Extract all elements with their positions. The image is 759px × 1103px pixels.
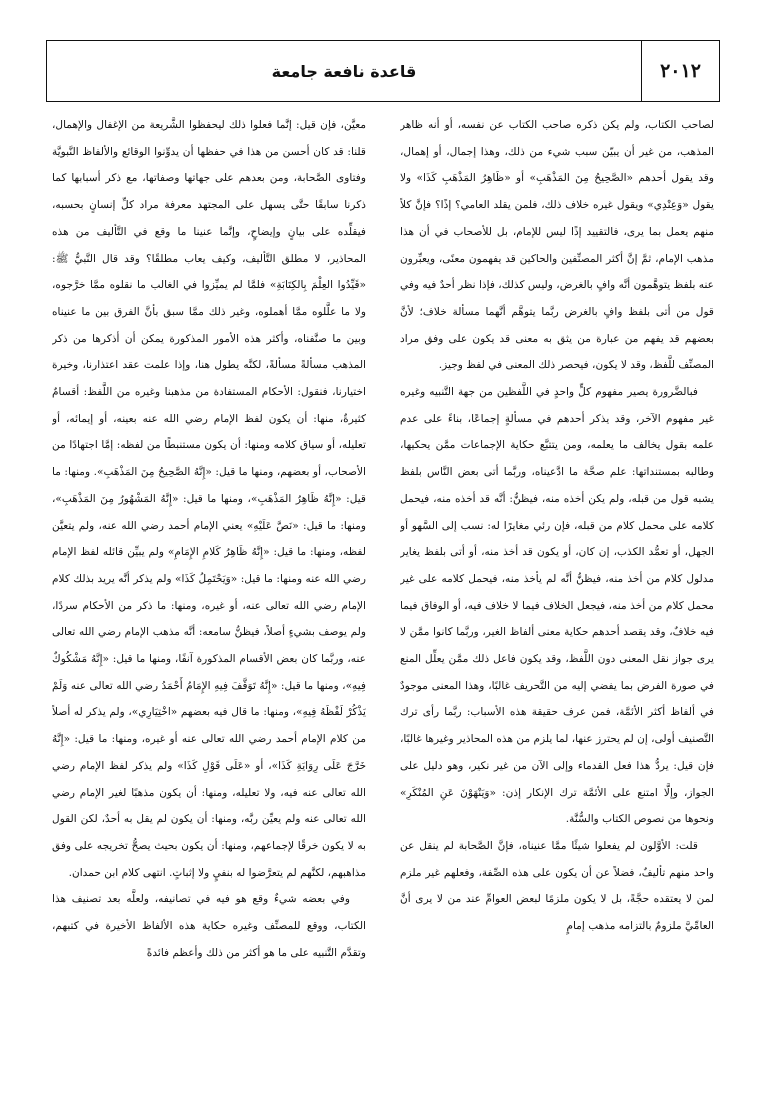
paragraph: معيَّن، فإن قيل: إنَّما فعلوا ذلك ليحفظوا الشَّريعة من الإغفال والإهمال، قلنا: قد كان أحسن من هذا في حفظها أن يدوِّنوا الوقائع والألفاظ النَّبويَّة وفتاوى الصَّحابة، ومن بعدهم على جهاتها وصفاتها، مع ذكر أسبابها كما ذكرنا سابقًا حتَّى يسهل على المجتهد معرفة مراد كلِّ إنسانٍ بحسبه، فيقلِّده على بيانٍ وإيضاحٍ، وإنَّما عنينا ما وقع في التَّأليف من هذه المحاذير، لا مطلق التَّأليف، وكيف يعاب مطلقًا؟ وقد قال النَّبيُّ ﷺ: «قَيِّدُوا العِلْمَ بِالكِتَابَةِ» فلمَّا لم يميِّزوا في الغالب ما نقلوه ممَّا خرَّجوه، ولا ما علَّلوه ممَّا أهملوه، وغير ذلك ممَّا سبق بأنَّ الفرق بين ما عنيناه وبين ما صنَّفناه، وأكثر هذه الأمور المذكورة يمكن أن أذكرها من ذكر المذهب مسألةً مسألةً، لكنَّه يطول هنا، وإذا علمت عقد اعتذارنا، وخيرة اختيارنا، فنقول: الأحكام المستفادة من مذهبنا وغيره من اللَّفظ: أقسامٌ كثيرةٌ، منها: أن يكون لفظ الإمام رضي الله عنه بعينه، أو إيمائه، أو تعليله، أو سياق كلامه ومنها: أن يكون مستنبطًا من لفظه: إمَّا اجتهادًا من الأصحاب، أو بعضهم، ومنها ما قيل: «إِنَّهُ الصَّحِيحُ مِنَ المَذْهَبِ». ومنها: ما قيل: «إِنَّهُ ظَاهِرُ المَذْهَبِ»، ومنها ما قيل: «إِنَّهُ المَشْهُورُ مِنَ المَذْهَبِ»، ومنها: ما قيل: «نَصَّ عَلَيْهِ» يعني الإمام أحمد رضي الله عنه، ولم يتعيَّن لفظه، ومنها: ما قيل: «إِنَّهُ ظَاهِرُ كَلامِ الإِمَامِ» ولم يبيِّن قائله لفظ الإمام رضي الله عنه ومنها: ما قيل: «وَيَحْتَمِلُ كَذَا» ولم يذكر أنَّه يريد بذلك كلام الإمام رضي الله تعالى عنه، أو غيره، ومنها: ما ذكر من الأحكام سردًا، ولم يوصف بشيءٍ أصلاً، فيظنُّ سامعه: أنَّه مذهب الإمام رضي الله تعالى عنه، وربَّما كان بعض الأقسام المذكورة آنفًا، ومنها ما قيل: «إِنَّهُ مَشْكُوكٌ فِيهِ»، ومنها ما قيل: «إِنَّهُ تَوَقَّفَ فِيهِ الإِمَامُ أَحْمَدُ رضي الله تعالى عنه وَلَمْ يَذْكُرْ لَفْظَهُ فِيهِ»، ومنها: ما قال فيه بعضهم «اخْتِيَارِي»، ولم يذكر له أصلاً من كلام الإمام أحمد رضي الله تعالى عنه أو غيره، ومنها: ما قيل: «إِنَّهُ خَرَّجَ عَلَى رِوَايَةِ كَذَا»، أو «عَلَى قَوْلِ كَذَا» ولم يذكر لفظ الإمام رضي الله تعالى عنه فيه، ولا تعليله، ومنها: أن يكون مذهبًا لغير الإمام رضي الله تعالى عنه ولم يعيِّن ربَّه، ومنها: أن يكون لم يقل به أحدٌ، لكن القول به لا يكون خرقًا لإجماعهم، ومنها: أن يكون بحيث يصحُّ تخريجه على وفق مذاهبهم، لكنَّهم لم يتعرَّضوا له بنفيٍ ولا إثباتٍ. انتهى كلام ابن حمدان. (52, 119, 366, 879)
running-title: قاعدة نافعة جامعة (271, 61, 417, 81)
paragraph: لصاحب الكتاب، ولم يكن ذكره صاحب الكتاب عن نفسه، أو أنه ظاهر المذهب، من غير أن يبيّن سبب شيء من ذلك، وهذا إجمال، أو إهمال، وقد يقول أحدهم «الصَّحِيحُ مِنَ المَذْهَبِ» أو «ظَاهِرُ المَذْهَبِ كَذَا» ولا يقول «وَعِنْدِي» ويقول غيره خلاف ذلك، فلمن يقلد العامي؟ إذًا؟ فإنَّ كلاً منهم يعمل بما يرى، فالتقييد إذًا ليس للإمام، بل للأصحاب في أن هذا مذهب الإمام، ثمَّ إنَّ أكثر المصنِّفين والحاكين قد يفهمون معنًى، ويعبِّرون عنه بلفظ يتوهَّمون أنَّه وافٍ بالغرض، وليس كذلك، فإذا نظر أحدٌ فيه وفي قول من أتى بلفظ وافٍ بالغرض ربَّما يتوهَّم أنَّهما مسألة خلاف؛ لأنَّ بعضهم قد يفهم من عبارة من يثق به معنى قد يكون على وفق مراد المصنِّف للَّفظ، وقد لا يكون، فيحصر ذلك المعنى في لفظ وجيز. (400, 119, 714, 372)
paragraph: قلت: الأوَّلون لم يفعلوا شيئًا ممَّا عنيناه، فإنَّ الصَّحابة لم ينقل عن واحد منهم تأليفٌ، فضلاً عن أن يكون على هذه الصِّفة، وفعلهم غير ملزم لمن لا يعتقده حجَّةً، بل لا يكون ملزمًا لبعض العوامِّ عند من لا يرى أنَّ العامِّيَّ ملزومٌ بالتزامه مذهب إمامٍ (400, 839, 714, 933)
page-number: ٢٠١٢ (641, 41, 719, 101)
page-header (46, 40, 720, 102)
paragraph: فبالضَّرورة يصير مفهوم كلٍّ واحدٍ في اللَّفظين من جهة التَّنبيه وغيره غير مفهوم الآخر، وقد يذكر أحدهم في مسألةٍ إجماعًا، بناءً على عدم علمه بقول يخالف ما يعلمه، ومن يتتبَّع حكاية الإجماعات ممَّن يحكيها، وطالبه بمستنداتها: علم صحَّة ما ادَّعيناه، وربَّما أتى بعض النَّاس بلفظ يشبه قول من قبله، ولم يكن أخذه منه، فيظنُّ: أنَّه قد أخذه منه، فيحمل كلامه على محمل كلام من قبله، فإن رئي مغايرًا له: نسب إلى السَّهو أو الجهل، أو تعمُّد الكذب، إن كان، أو يكون قد أخذ منه، أو أتى بلفظ يغاير مدلول كلام من أخذ منه، فيظنُّ أنَّه لم يأخذ منه، فيحمل كلامه على غير محمل كلام من أخذ منه، فيجعل الخلاف فيما لا خلاف فيه، أو الوفاق فيما فيه خلافٌ، وقد يقصد أحدهم حكاية معنى ألفاظ الغير، وربَّما كانوا ممَّن لا يرى جواز نقل المعنى دون اللَّفظ، وقد يكون فاعل ذلك ممَّن يعلِّل المنع في صورة الفرض بما يفضي إليه من التَّحريف غالبًا، وهذا المعنى موجودٌ في ألفاظ أكثر الأئمَّة، فمن عرف حقيقة هذه الأسباب: ربَّما رأى ترك التَّصنيف أولى، إن لم يحترز عنها، لما يلزم من هذه المحاذير وغيرها غالبًا، فإن قيل: يردُّ هذا فعل القدماء وإلى الآن من غير نكير، وهو دليل على الجواز، وإلَّا امتنع على الأئمَّة ترك الإنكار إذن: «وَيَنْهَوْنَ عَنِ المُنْكَرِ» ونحوها من نصوص الكتاب والسُّنَّة. (400, 386, 714, 826)
right-text-column (400, 112, 714, 1097)
paragraph: وفي بعضه شيءٌ وقع هو فيه في تصانيفه، ولعلَّه بعد تصنيف هذا الكتاب، ووقع للمصنِّف وغيره حكاية هذه الألفاظ الأخيرة في كتبهم، وتقدَّم التَّنبيه على ما هو أكثر من ذلك وأعظم فائدةً (52, 893, 366, 959)
left-text-column (52, 112, 366, 1097)
